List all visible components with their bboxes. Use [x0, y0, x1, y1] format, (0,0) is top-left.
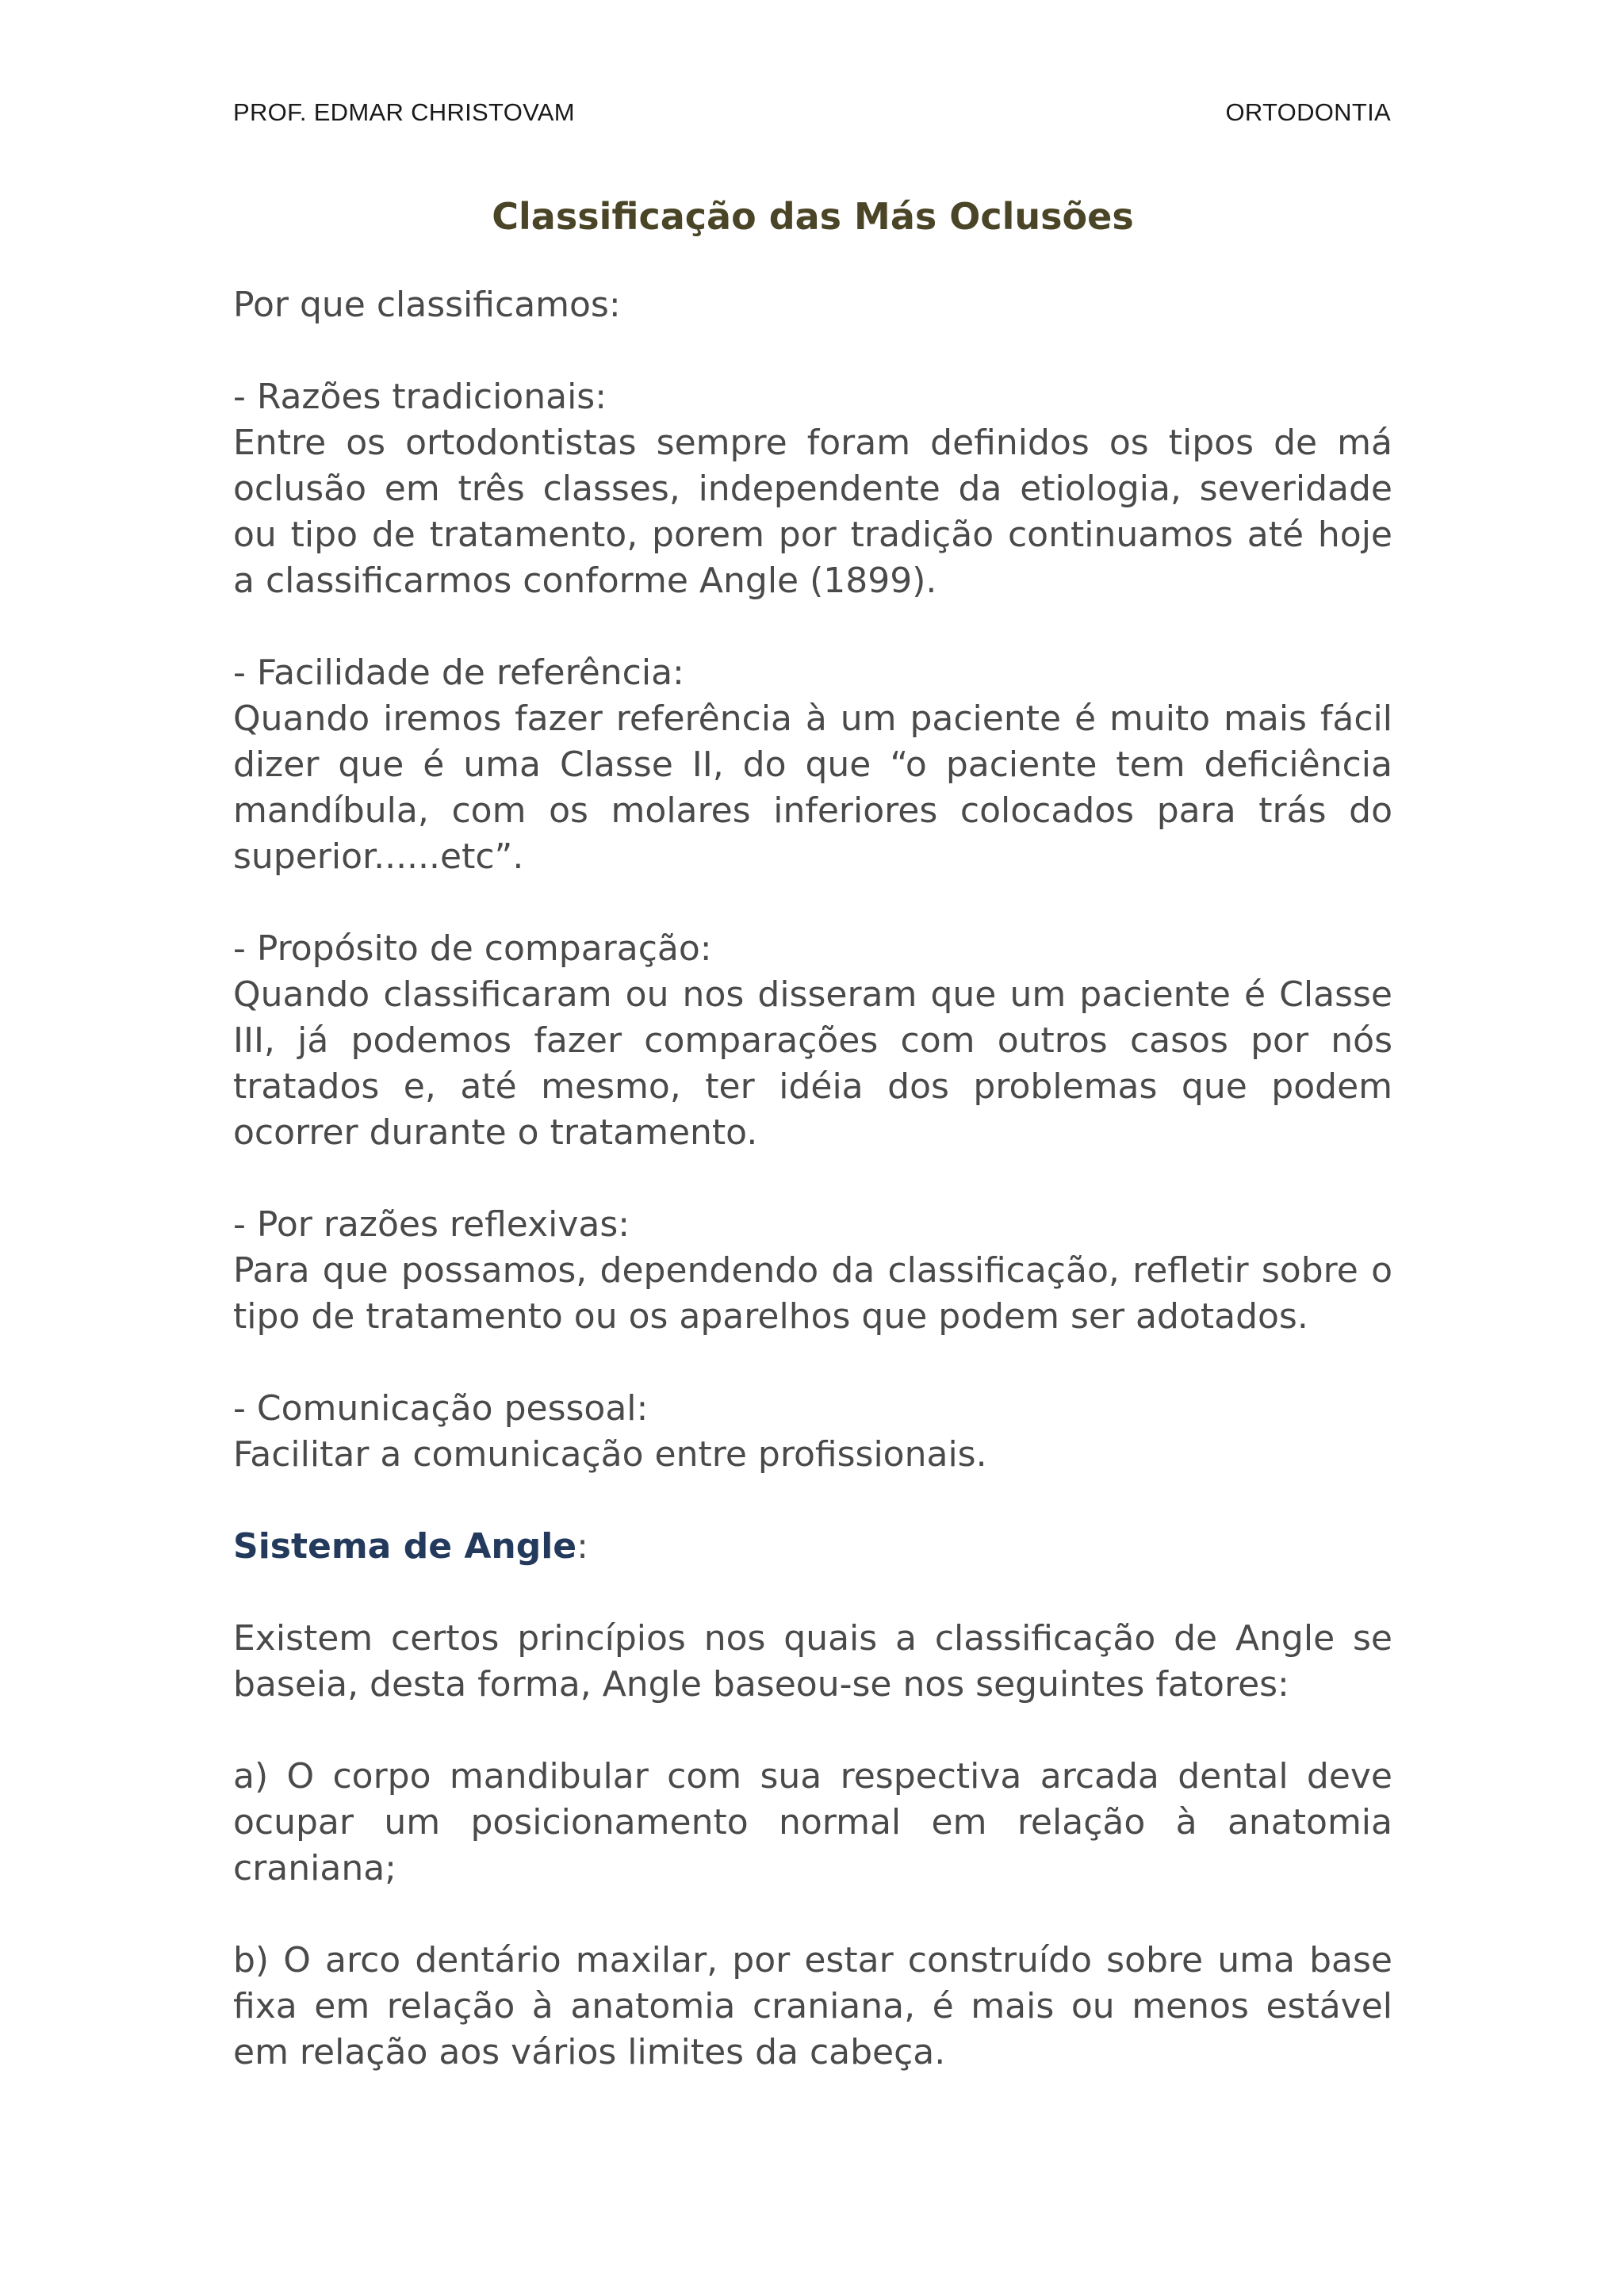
reason-text: Quando iremos fazer referência à um paciente é muito mais fácil dizer que é uma Classe II, do que “o paciente tem deficiência mandíbula, com os molares inferiores colocados para trás do superior......etc”.: [233, 698, 1392, 877]
reason-text: Quando classificaram ou nos disseram que um paciente é Classe III, já podemos fazer comparações com outros casos por nós tratados e, até mesmo, ter idéia dos problemas que podem ocorrer durante o tratamento.: [233, 974, 1392, 1153]
reason-heading: - Comunicação pessoal:: [233, 1388, 649, 1429]
angle-paragraph: Existem certos princípios nos quais a classificação de Angle se baseia, desta forma, Angle baseou-se nos seguintes fatores:: [233, 1618, 1392, 1705]
section-title-angle: [233, 1524, 1392, 1570]
angle-paragraph: a) O corpo mandibular com sua respectiva arcada dental deve ocupar um posicionamento normal em relação à anatomia craniana;: [233, 1756, 1392, 1888]
reason-text: Para que possamos, dependendo da classificação, refletir sobre o tipo de tratamento ou os aparelhos que podem ser adotados.: [233, 1250, 1392, 1337]
reason-block: [233, 926, 1392, 1156]
running-header: [233, 98, 1391, 130]
header-author: PROF. EDMAR CHRISTOVAM: [233, 98, 575, 126]
reason-block: [233, 1386, 1392, 1478]
angle-paragraph: b) O arco dentário maxilar, por estar construído sobre uma base fixa em relação à anatomia craniana, é mais ou menos estável em relação aos vários limites da cabeça.: [233, 1940, 1392, 2072]
reason-heading: - Propósito de comparação:: [233, 928, 712, 969]
reason-text: Facilitar a comunicação entre profissionais.: [233, 1434, 987, 1475]
reason-heading: - Por razões reflexivas:: [233, 1204, 630, 1245]
lead-question: Por que classificamos:: [233, 285, 621, 325]
section-title-colon: :: [576, 1526, 588, 1567]
document-body: [233, 190, 1392, 2122]
reason-heading: - Razões tradicionais:: [233, 377, 607, 417]
reason-block: [233, 374, 1392, 604]
reason-text: Entre os ortodontistas sempre foram definidos os tipos de má oclusão em três classes, independente da etiologia, severidade ou tipo de tratamento, porem por tradição continuamos até hoje a classificarmos conforme Angle (1899).: [233, 423, 1392, 601]
reason-block: [233, 1202, 1392, 1340]
section-title-text: Sistema de Angle: [233, 1526, 577, 1567]
header-subject: ORTODONTIA: [1225, 98, 1391, 126]
document-title: Classificação das Más Oclusões: [492, 195, 1134, 238]
reason-block: [233, 650, 1392, 880]
reason-heading: - Facilidade de referência:: [233, 652, 684, 693]
